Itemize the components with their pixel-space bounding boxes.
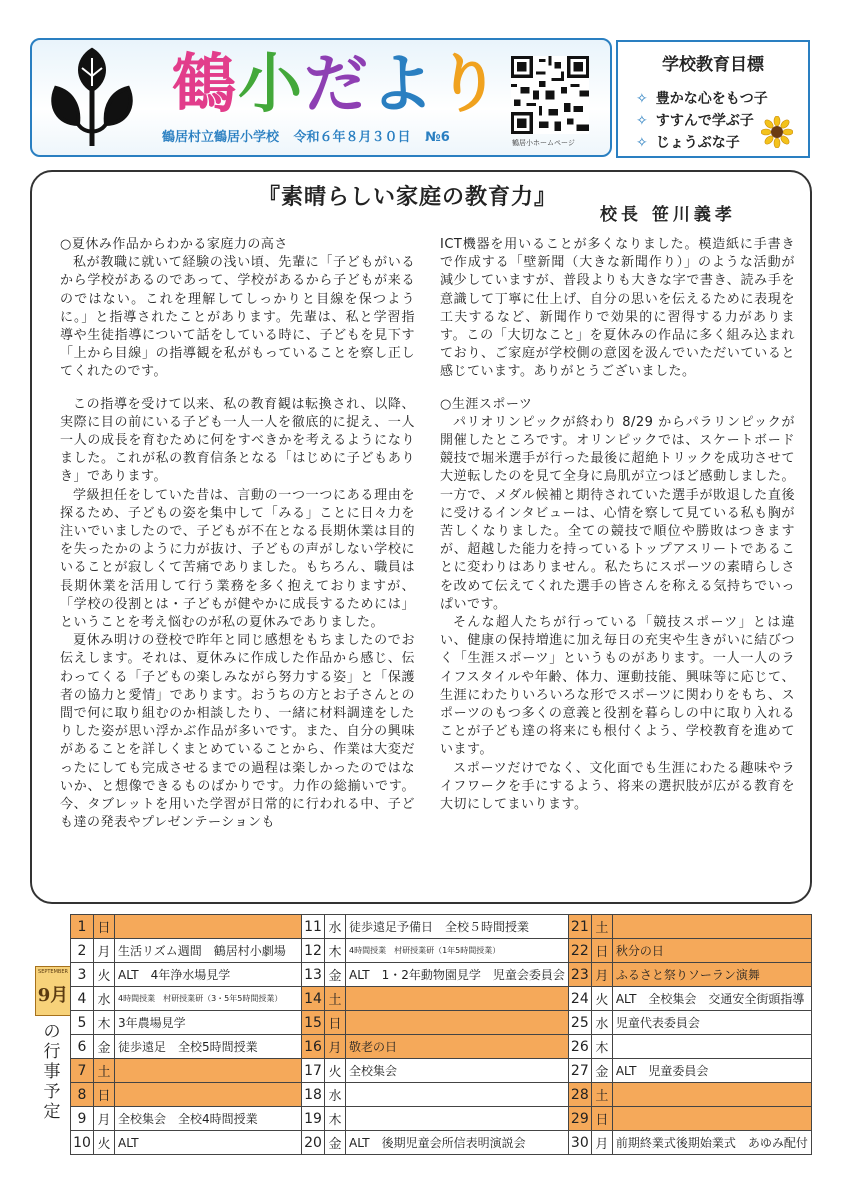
calendar-event <box>346 1107 569 1131</box>
calendar-weekday: 木 <box>325 1107 346 1131</box>
title-char: 鶴 <box>172 48 238 122</box>
calendar-day: 10 <box>71 1131 94 1155</box>
calendar-day: 21 <box>568 915 591 939</box>
calendar-event: 4時間授業 村研授業研（1年5時間授業） <box>346 939 569 963</box>
article-byline: 校長 笹川義孝 <box>600 205 736 225</box>
calendar-event <box>115 1083 302 1107</box>
calendar-weekday: 火 <box>325 1059 346 1083</box>
calendar-event: ALT 児童委員会 <box>612 1059 811 1083</box>
calendar-weekday: 土 <box>591 915 612 939</box>
issue-number: №6 <box>425 130 450 145</box>
calendar-event <box>346 1011 569 1035</box>
calendar-day: 5 <box>71 1011 94 1035</box>
calendar-event <box>612 1083 811 1107</box>
calendar-event <box>115 1059 302 1083</box>
calendar-weekday: 日 <box>591 1107 612 1131</box>
calendar-weekday: 金 <box>325 1131 346 1155</box>
calendar-day: 12 <box>302 939 325 963</box>
calendar-event: 前期終業式後期始業式 あゆみ配付 <box>612 1131 811 1155</box>
calendar-day: 9 <box>71 1107 94 1131</box>
calendar-day: 28 <box>568 1083 591 1107</box>
calendar-weekday: 火 <box>94 1131 115 1155</box>
calendar-day: 6 <box>71 1035 94 1059</box>
calendar-day: 14 <box>302 987 325 1011</box>
calendar-weekday: 月 <box>591 1131 612 1155</box>
calendar-weekday: 月 <box>94 1107 115 1131</box>
calendar-weekday: 土 <box>325 987 346 1011</box>
school-name: 鶴居村立鶴居小学校 <box>162 130 280 145</box>
event-calendar <box>70 914 812 1155</box>
newsletter-title <box>172 50 502 120</box>
paragraph: ICT機器を用いることが多くなりました。模造紙に手書きで作成する「壁新聞（大きな新聞作り）」のような活動が減少していますが、普段よりも大きな字で書き、読み手を意識して丁寧に仕上げ、自分の思いを伝えるために表現を工夫するなど、新聞作りで効果的に習得する力があります。この「大切なこと」を夏休みの作品に多く組み込まれており、ご家庭が学校側の意図を汲んでいただいていると感じています。ありがとうございました。 <box>440 237 795 380</box>
calendar-weekday: 日 <box>325 1011 346 1035</box>
calendar-weekday: 木 <box>325 939 346 963</box>
calendar-day: 13 <box>302 963 325 987</box>
calendar-weekday: 金 <box>94 1035 115 1059</box>
calendar-day: 29 <box>568 1107 591 1131</box>
title-char: よ <box>370 48 436 122</box>
calendar-weekday: 金 <box>325 963 346 987</box>
calendar-row <box>71 1083 812 1107</box>
paragraph: 私が教職に就いて経験の浅い頃、先輩に「子どもがいるから学校があるのであって、学校があるから子どもが来るのではない。これを理解してしっかりと目線を保つように。」と指導されたことがあります。先輩は、私と学習指導や生徒指導について話をしている時に、子どもを見下す「上から目線」の指導観を私がもっていることを察し正してくれたのです。 <box>60 255 415 380</box>
calendar-day: 20 <box>302 1131 325 1155</box>
calendar-day: 26 <box>568 1035 591 1059</box>
goal-item: ✧ 豊かな心をもつ子 <box>636 91 768 107</box>
calendar-weekday: 日 <box>94 915 115 939</box>
calendar-row <box>71 987 812 1011</box>
calendar-row <box>71 915 812 939</box>
calendar-weekday: 火 <box>591 987 612 1011</box>
calendar-day: 2 <box>71 939 94 963</box>
calendar-day: 23 <box>568 963 591 987</box>
calendar-row <box>71 1107 812 1131</box>
calendar-day: 15 <box>302 1011 325 1035</box>
calendar-event <box>115 915 302 939</box>
article-headline: 『素晴らしい家庭の教育力』 <box>258 185 558 210</box>
title-char: だ <box>304 48 370 122</box>
calendar-event <box>346 987 569 1011</box>
calendar-weekday: 月 <box>325 1035 346 1059</box>
goal-item: ✧ すすんで学ぶ子 <box>636 113 754 129</box>
calendar-weekday: 日 <box>591 939 612 963</box>
calendar-event: 全校集会 <box>346 1059 569 1083</box>
qr-caption: 鶴居小ホームページ <box>512 139 575 147</box>
diamond-icon: ✧ <box>636 113 648 129</box>
goal-item: ✧ じょうぶな子 <box>636 135 740 151</box>
title-char: 小 <box>238 48 304 122</box>
calendar-day: 18 <box>302 1083 325 1107</box>
calendar-event: 児童代表委員会 <box>612 1011 811 1035</box>
paragraph: 夏休み明けの登校で昨年と同じ感想をもちましたのでお伝えします。それは、夏休みに作成した作品から感じ、伝わってくる「子どもの楽しみながら努力する姿」と「保護者の協力と愛情」であります。おうちの方とお子さんとの間で何に取り組むのか相談したり、一緒に材料調達をしたりした姿が思い浮かぶ作品が多いです。また、自分の興味があることを詳しくまとめていることから、作業は大変だったにしても完成させるまでの過程は楽しかったのではないか、と想像できるものばかりです。力作の総揃いです。今、タブレットを用いた学習が日常的に行われる中、子ども達の発表やプレゼンテーションも <box>60 633 415 831</box>
paragraph: スポーツだけでなく、文化面でも生涯にわたる趣味やライフワークを手にするよう、将来の選択肢が広がる教育を大切にしてまいります。 <box>440 760 795 813</box>
calendar-row <box>71 1011 812 1035</box>
calendar-weekday: 金 <box>591 1059 612 1083</box>
calendar-weekday: 火 <box>94 963 115 987</box>
calendar-day: 19 <box>302 1107 325 1131</box>
paragraph: この指導を受けて以来、私の教育観は転換され、以降、実際に目の前にいる子ども一人一人を徹底的に捉え、一人一人の成長を育むために何をすべきかを考えるようになりました。これが私の教育信条となる「はじめに子どもありき」であります。 <box>60 396 415 485</box>
school-info <box>162 126 450 145</box>
calendar-event: 秋分の日 <box>612 939 811 963</box>
calendar-weekday: 木 <box>591 1035 612 1059</box>
calendar-day: 17 <box>302 1059 325 1083</box>
calendar-event: 徒歩遠足予備日 全校５時間授業 <box>346 915 569 939</box>
school-emblem-icon <box>46 46 138 150</box>
section-heading: ○生涯スポーツ <box>440 396 533 412</box>
calendar-day: 11 <box>302 915 325 939</box>
calendar-day: 27 <box>568 1059 591 1083</box>
calendar-event: 敬老の日 <box>346 1035 569 1059</box>
calendar-event <box>612 1035 811 1059</box>
calendar-day: 1 <box>71 915 94 939</box>
calendar-row <box>71 1035 812 1059</box>
calendar-weekday: 土 <box>591 1083 612 1107</box>
calendar-day: 7 <box>71 1059 94 1083</box>
calendar-day: 25 <box>568 1011 591 1035</box>
calendar-row <box>71 1131 812 1155</box>
calendar-row <box>71 963 812 987</box>
article-column-left <box>60 236 415 833</box>
qr-code-icon[interactable] <box>511 56 589 134</box>
calendar-event: ALT <box>115 1131 302 1155</box>
calendar-event: 4時間授業 村研授業研（3・5年5時間授業） <box>115 987 302 1011</box>
calendar-weekday: 日 <box>94 1083 115 1107</box>
calendar-day: 24 <box>568 987 591 1011</box>
sunflower-icon <box>761 116 793 148</box>
calendar-day: 16 <box>302 1035 325 1059</box>
calendar-weekday: 土 <box>94 1059 115 1083</box>
calendar-weekday: 水 <box>94 987 115 1011</box>
goals-title: 学校教育目標 <box>662 55 764 75</box>
diamond-icon: ✧ <box>636 135 648 151</box>
calendar-event: ALT 1・2年動物園見学 児童会委員会 <box>346 963 569 987</box>
calendar-event <box>612 1107 811 1131</box>
calendar-weekday: 月 <box>591 963 612 987</box>
calendar-event <box>346 1083 569 1107</box>
diamond-icon: ✧ <box>636 91 648 107</box>
calendar-weekday: 水 <box>325 1083 346 1107</box>
calendar-day: 30 <box>568 1131 591 1155</box>
paragraph: そんな超人たちが行っている「競技スポーツ」とは違い、健康の保持増進に加え毎日の充実や生きがいに結びつく「生涯スポーツ」というものがあります。一人一人のライフスタイルや年齢、体力、運動技能、興味等に応じて、生涯にわたりいろいろな形でスポーツに関わりをもち、スポーツのもつ多くの意義と役割を暮らしの中に取り入れることが子ども達の将来にも根付くよう、学校教育を進めています。 <box>440 615 795 758</box>
calendar-day: 4 <box>71 987 94 1011</box>
calendar-side-label: の 行 事 予 定 <box>43 1022 61 1122</box>
calendar-weekday: 水 <box>591 1011 612 1035</box>
title-char: り <box>436 48 502 122</box>
calendar-event: 3年農場見学 <box>115 1011 302 1035</box>
calendar-weekday: 木 <box>94 1011 115 1035</box>
calendar-weekday: 水 <box>325 915 346 939</box>
paragraph: 学級担任をしていた昔は、言動の一つ一つにある理由を探るため、子どもの姿を集中して「みる」ことに日々力を注いでいましたので、子どもが不在となる長期休業は目的を失ったかのように力が抜け、子どもの声がしない学校にいることが寂しくて苦痛でありました。もちろん、職員は長期休業を活用して行う業務を多く抱えておりますが、「学校の役割とは・子どもが健やかに成長するためには」ということを考え悩むのが私の夏休みでありました。 <box>60 487 415 631</box>
issue-date: 令和６年８月３０日 <box>293 130 411 145</box>
calendar-row <box>71 1059 812 1083</box>
calendar-event: ALT 全校集会 交通安全街頭指導 <box>612 987 811 1011</box>
calendar-event: ALT 4年浄水場見学 <box>115 963 302 987</box>
calendar-row <box>71 939 812 963</box>
article-column-right <box>440 236 795 814</box>
paragraph: パリオリンピックが終わり 8/29 からパラリンピックが開催したところです。オリンピックでは、スケートボード競技で堀米選手が行った最後に超絶トリックを成功させて大逆転したのを見て全身に鳥肌が立つほど感動しました。一方で、メダル候補と期待されていた選手が敗退した直後に受けるインタビューは、心情を察して見ている私も胸が苦しくなりました。全ての競技で順位や勝敗はつきますが、超越した能力を持っているトップアスリートであることに変わりはありません。私たちにスポーツの素晴らしさを改めて伝えてくれた選手の皆さんを称える気持ちでいっぱいです。 <box>440 414 795 612</box>
september-calendar-icon: SEPTEMBER 9月 <box>35 966 71 1016</box>
calendar-day: 3 <box>71 963 94 987</box>
calendar-event: 徒歩遠足 全校5時間授業 <box>115 1035 302 1059</box>
calendar-weekday: 月 <box>94 939 115 963</box>
calendar-event: ALT 後期児童会所信表明演説会 <box>346 1131 569 1155</box>
calendar-event: 全校集会 全校4時間授業 <box>115 1107 302 1131</box>
calendar-event <box>612 915 811 939</box>
calendar-event: 生活リズム週間 鶴居村小劇場 <box>115 939 302 963</box>
calendar-day: 22 <box>568 939 591 963</box>
calendar-day: 8 <box>71 1083 94 1107</box>
calendar-event: ふるさと祭りソーラン演舞 <box>612 963 811 987</box>
section-heading: ○夏休み作品からわかる家庭力の高さ <box>60 237 288 252</box>
